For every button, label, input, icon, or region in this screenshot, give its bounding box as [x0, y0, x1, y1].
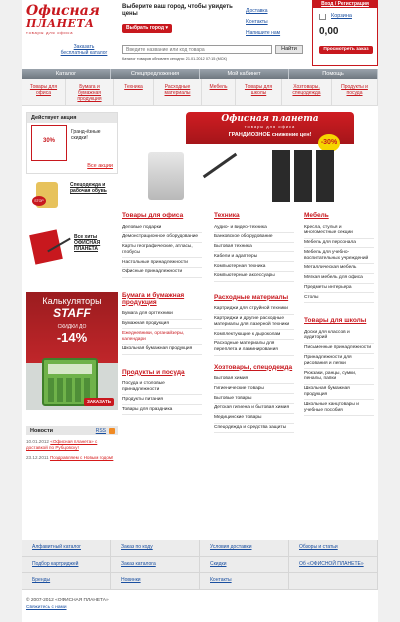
write-us-link[interactable]: Напишите нам — [246, 30, 281, 36]
search-button[interactable]: Найти — [275, 45, 303, 54]
category-item[interactable]: Мебель для учебно-воспитательных учреждений — [304, 248, 374, 264]
category-item[interactable]: Мебель для персонала — [304, 239, 374, 249]
category-item[interactable]: Бытовые товары — [214, 394, 294, 404]
calc-order-button[interactable]: ЗАКАЗАТЬ — [84, 398, 114, 406]
banner-tagline: товары для офиса — [244, 124, 296, 129]
category-item[interactable]: Бытовая техника — [214, 243, 294, 253]
category-nav — [22, 79, 378, 106]
category-item[interactable]: Банковское оборудование — [214, 233, 294, 243]
category-title[interactable]: Расходные материалы — [214, 293, 289, 301]
contact-us-link[interactable]: Свяжитесь с нами — [26, 605, 67, 610]
category-item[interactable]: Кабели и адаптеры — [214, 252, 294, 262]
city-prompt: Выберите ваш город, чтобы увидеть цены — [122, 4, 233, 17]
order-link[interactable]: Заказать — [73, 44, 95, 50]
footer-link[interactable]: Подбор картриджей — [22, 557, 111, 574]
footer-link[interactable]: Контакты — [200, 573, 289, 590]
view-order-button[interactable]: Просмотреть заказ — [319, 46, 373, 54]
footer-link[interactable]: Заказ каталога — [111, 557, 200, 574]
category-title[interactable]: Техника — [214, 212, 240, 219]
footer-link[interactable]: Алфавитный каталог — [22, 540, 111, 557]
category-column-3 — [304, 212, 374, 416]
news-title: Новости — [30, 427, 54, 434]
calculator-screen — [48, 364, 92, 374]
category-column-1 — [122, 212, 202, 415]
subnav-furniture[interactable]: Мебель — [202, 79, 236, 105]
login-link[interactable]: Вход / Регистрация — [313, 0, 377, 8]
news-item — [26, 439, 118, 451]
category-item[interactable]: Школьные канцтовары и учебные пособия — [304, 400, 374, 416]
category-item[interactable]: Настольные принадлежности — [122, 258, 202, 268]
subnav-tech[interactable]: Техника — [114, 79, 154, 105]
free-catalog-block[interactable] — [52, 44, 116, 56]
contacts-link[interactable]: Контакты — [246, 19, 268, 25]
category-item[interactable]: Комплектующие к дыроколам — [214, 330, 294, 340]
search-input[interactable] — [122, 45, 272, 54]
news-box — [26, 426, 118, 506]
category-item[interactable]: Деловые подарки — [122, 223, 202, 233]
category-item[interactable]: Расходные материалы для переплета и ламинирования — [214, 340, 294, 356]
calc-title: Калькуляторы — [42, 296, 102, 306]
news-rss-link[interactable]: RSS — [95, 427, 106, 434]
footer-link[interactable]: Об «ОФИСНОЙ ПЛАНЕТЕ» — [289, 557, 378, 574]
category-column-2 — [214, 212, 294, 433]
news-link[interactable]: «Офисная планета» с доставкой по Рубцовску! — [26, 439, 98, 450]
catalog-updated: Каталог товаров обновлен сегодня: 21.01.2012 07:15 (МСК) — [122, 57, 228, 61]
delivery-link[interactable]: Доставка — [246, 8, 268, 14]
category-item[interactable]: Столы — [304, 293, 374, 303]
footer-link[interactable]: Бренды — [22, 573, 111, 590]
banner-product-binder — [294, 150, 312, 202]
header-links — [246, 6, 296, 39]
calc-discount: -14% — [56, 330, 88, 345]
category-item[interactable]: Металлическая мебель — [304, 264, 374, 274]
category-item[interactable]: Письменные принадлежности — [304, 344, 374, 354]
copyright: © 2007-2012 «ОФИСНАЯ ПЛАНЕТА» — [26, 598, 109, 603]
stop-sign-icon: STOP — [32, 196, 46, 206]
choose-city-label: Выбрать город — [126, 25, 165, 31]
category-item[interactable]: Рюкзаки, ранцы, сумки, пеналы, папки — [304, 369, 374, 385]
category-item[interactable]: Карты географические, атласы, глобусы — [122, 243, 202, 259]
promo-box — [26, 112, 118, 174]
promo-text: Гранд-ёзные скидки! — [71, 129, 101, 141]
footer-links — [22, 540, 378, 590]
banner-logo: Офисная планета — [221, 114, 319, 124]
banner-product-pen — [203, 153, 237, 178]
category-title[interactable]: Товары для офиса — [122, 212, 184, 219]
footer-link — [289, 573, 378, 590]
nav-my-account[interactable]: Мой кабинет — [200, 69, 289, 79]
promo-title: Действует акция — [27, 113, 117, 123]
logo-line2: ПЛАНЕТА — [26, 17, 95, 30]
category-item[interactable]: Гигиенические товары — [214, 384, 294, 394]
cart-total: 0,00 — [319, 26, 339, 37]
calc-discount-label: СКИДКИ ДО — [57, 324, 87, 330]
banner-product-binder — [272, 150, 290, 202]
news-link[interactable]: Поздравляем с Новым годом! — [49, 454, 114, 460]
main-nav — [22, 69, 378, 79]
nav-catalog[interactable]: Каталог — [22, 69, 111, 79]
all-promos-link[interactable]: Все акции — [87, 163, 113, 169]
category-item[interactable]: Доски для классов и аудиторий — [304, 328, 374, 344]
workwear-image — [36, 182, 58, 208]
banner-product-binder — [316, 150, 334, 202]
promo-image[interactable] — [31, 125, 67, 161]
free-catalog-link[interactable]: бесплатный каталог — [60, 50, 108, 56]
workwear-link[interactable]: Спецодежда и рабочая обувь — [70, 182, 107, 194]
category-title[interactable]: Товары для школы — [304, 317, 367, 325]
chevron-down-icon: ▾ — [165, 25, 168, 31]
logo[interactable] — [26, 4, 114, 36]
subnav-food[interactable]: Продукты и посуда — [332, 79, 378, 105]
footer-link[interactable]: Новинки — [111, 573, 200, 590]
category-item[interactable]: Демонстрационное оборудование — [122, 233, 202, 243]
category-title[interactable]: Мебель — [304, 212, 329, 219]
hits-book-icon — [29, 229, 63, 264]
category-item[interactable]: Бумажная продукция — [122, 320, 202, 330]
page — [22, 0, 378, 622]
choose-city-button[interactable] — [122, 24, 172, 33]
category-item[interactable]: Принадлежности для рисования и лепки — [304, 354, 374, 370]
news-date: 10.01.2012 — [26, 439, 49, 444]
category-item[interactable]: Продукты питания — [122, 395, 202, 405]
category-item[interactable]: Бытовая химия — [214, 375, 294, 385]
category-item[interactable]: Спецодежда и средства защиты — [214, 424, 294, 434]
calc-brand: STAFF — [53, 306, 91, 320]
category-item[interactable]: Медицинские товары — [214, 414, 294, 424]
category-title[interactable]: Хозтовары, спецодежда — [214, 363, 293, 371]
calc-banner[interactable] — [26, 292, 118, 410]
logo-line1: Офисная — [26, 3, 100, 19]
subnav-paper[interactable]: Бумага и бумажная продукция — [66, 79, 114, 105]
category-item[interactable]: Компьютерная техника — [214, 262, 294, 272]
subnav-school[interactable]: Товары для школы — [236, 79, 282, 105]
category-item[interactable]: Кресла, стулья и многоместные секции — [304, 223, 374, 239]
promo-banner[interactable] — [122, 112, 374, 208]
category-item[interactable]: Мягкая мебель для офиса — [304, 274, 374, 284]
category-title[interactable]: Бумага и бумажная продукция — [122, 291, 185, 306]
banner-slogan: ГРАНДИОЗНОЕ снижение цен! — [228, 132, 312, 138]
cart-label[interactable]: Корзина — [331, 13, 352, 19]
news-date: 23.12.2011 — [26, 454, 49, 460]
rss-icon[interactable] — [109, 428, 115, 434]
category-item[interactable]: Товары для праздника — [122, 405, 202, 415]
category-title[interactable]: Продукты и посуда — [122, 368, 185, 376]
logo-tagline: товары для офиса — [26, 30, 74, 35]
news-header — [26, 426, 118, 435]
category-item[interactable]: Школьная бумажная продукция — [304, 385, 374, 401]
category-item[interactable]: Компьютерные аксессуары — [214, 272, 294, 282]
footer-link[interactable]: Заказ по коду — [111, 540, 200, 557]
footer-link[interactable]: Условия доставки — [200, 540, 289, 557]
news-item — [26, 455, 118, 461]
subnav-household[interactable]: Хозтовары, спецодежда — [282, 79, 332, 105]
category-item[interactable]: Картриджи и другие расходные материалы для лазерной техники — [214, 315, 294, 331]
hits-box[interactable] — [26, 230, 118, 270]
category-item[interactable]: Школьная бумажная продукция — [122, 345, 202, 355]
nav-special-offers[interactable]: Спецпредложения — [111, 69, 200, 79]
category-item[interactable]: Ежедневники, органайзеры, календари — [122, 329, 202, 345]
nav-help[interactable]: Помощь — [289, 69, 378, 79]
category-item[interactable]: Офисные принадлежности — [122, 268, 202, 278]
cart-icon[interactable] — [319, 14, 326, 20]
category-item[interactable]: Бумага для оргтехники — [122, 310, 202, 320]
footer-link[interactable]: Скидки — [200, 557, 289, 574]
promo-image-percent: 30% — [42, 138, 55, 144]
category-item[interactable]: Картриджи для струйной техники — [214, 305, 294, 315]
category-item[interactable]: Посуда и столовые принадлежности — [122, 380, 202, 396]
hits-link[interactable]: Все хиты ОФИСНАЯ ПЛАНЕТА — [74, 234, 101, 252]
category-item[interactable]: Предметы интерьера — [304, 284, 374, 294]
category-item[interactable]: Детская гигиена и бытовая химия — [214, 404, 294, 414]
subnav-office[interactable]: Товары для офиса — [22, 79, 66, 105]
subnav-supplies[interactable]: Расходные материалы — [154, 79, 202, 105]
workwear-box[interactable] — [26, 178, 118, 212]
category-item[interactable]: Аудио- и видео-техника — [214, 223, 294, 233]
cart-box — [312, 0, 378, 66]
banner-discount-badge: -30% — [318, 134, 340, 152]
footer-link[interactable]: Обзоры и статьи — [289, 540, 378, 557]
banner-product-stapler — [148, 152, 184, 200]
